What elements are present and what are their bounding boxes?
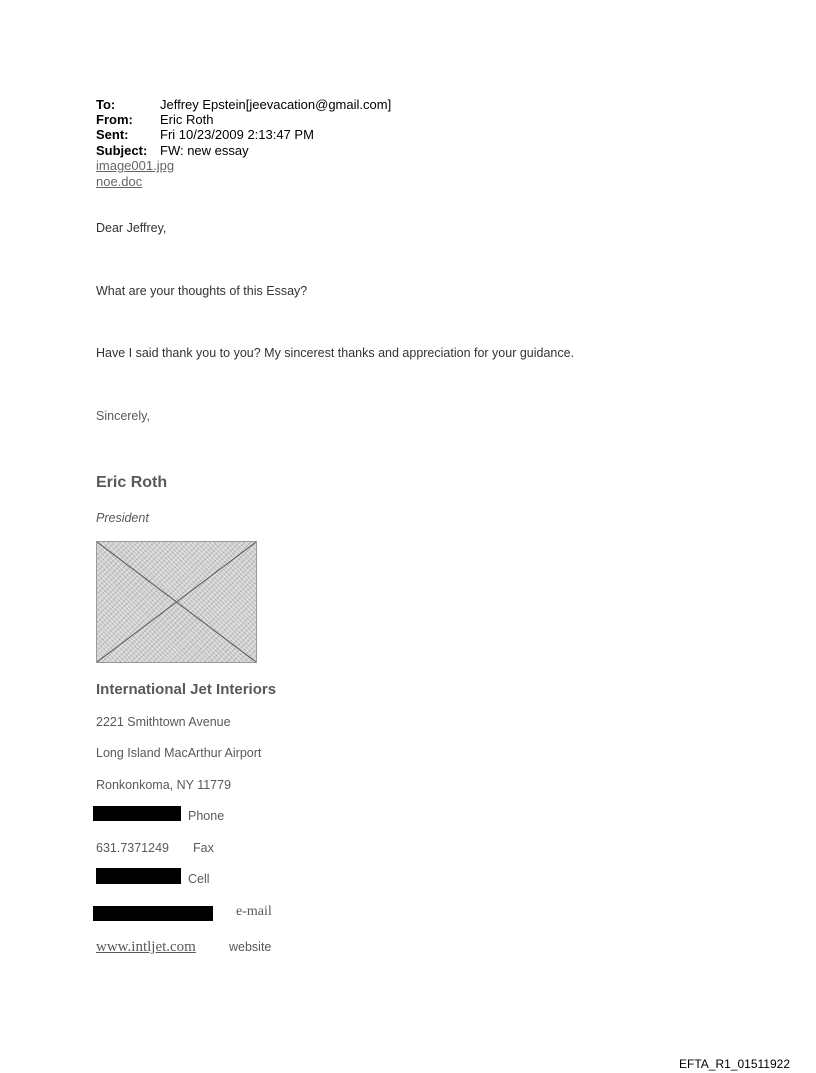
document-id: EFTA_R1_01511922 xyxy=(679,1057,790,1071)
to-value: Jeffrey Epstein[jeevacation@gmail.com] xyxy=(160,97,392,112)
address-line-3: Ronkonkoma, NY 11779 xyxy=(96,778,232,792)
fax-label: Fax xyxy=(193,841,214,855)
from-value: Eric Roth xyxy=(160,112,214,127)
redaction-bar-cell xyxy=(96,868,181,884)
redaction-bar-email xyxy=(93,906,213,921)
attachment-link-image[interactable]: image001.jpg xyxy=(96,158,175,173)
subject-value: FW: new essay xyxy=(160,143,249,158)
sent-label: Sent: xyxy=(96,127,129,142)
to-label: To: xyxy=(96,97,116,112)
broken-image-icon xyxy=(97,542,256,662)
sent-value: Fri 10/23/2009 2:13:47 PM xyxy=(160,127,314,142)
fax-number: 631.7371249 xyxy=(96,841,169,855)
email-label: e-mail xyxy=(236,904,272,919)
body-line-1: What are your thoughts of this Essay? xyxy=(96,284,308,298)
signature-title: President xyxy=(96,511,149,525)
website-link[interactable]: www.intljet.com xyxy=(96,939,196,955)
attachment-link-doc[interactable]: noe.doc xyxy=(96,174,143,189)
missing-image-placeholder xyxy=(96,541,257,663)
from-label: From: xyxy=(96,112,133,127)
signature-name: Eric Roth xyxy=(96,474,168,491)
website-label: website xyxy=(229,940,272,954)
address-line-1: 2221 Smithtown Avenue xyxy=(96,715,231,729)
redaction-bar-phone xyxy=(93,806,181,821)
address-line-2: Long Island MacArthur Airport xyxy=(96,746,262,760)
subject-label: Subject: xyxy=(96,143,148,158)
body-line-2: Have I said thank you to you? My sincerest thanks and appreciation for your guidance. xyxy=(96,346,575,360)
closing: Sincerely, xyxy=(96,409,150,423)
signature-company: International Jet Interiors xyxy=(96,681,277,698)
cell-label: Cell xyxy=(188,872,210,886)
phone-label: Phone xyxy=(188,809,225,823)
greeting: Dear Jeffrey, xyxy=(96,221,167,235)
